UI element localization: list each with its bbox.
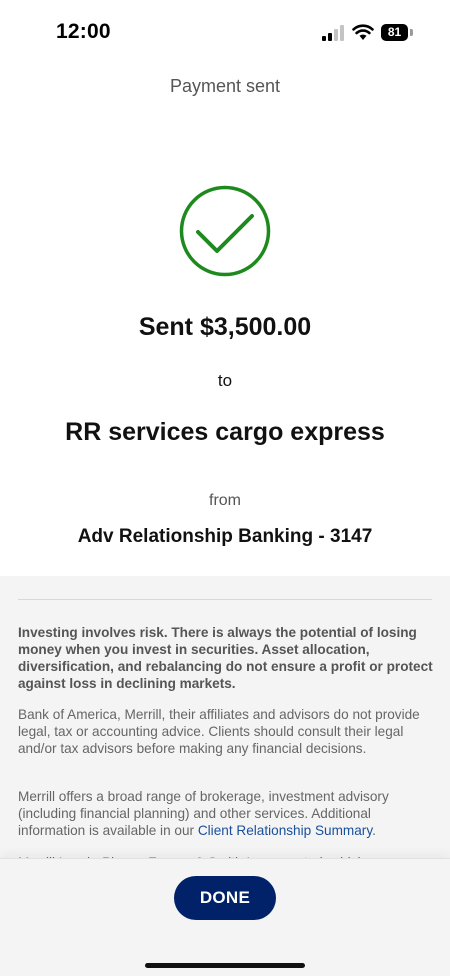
source-account: Adv Relationship Banking - 3147 [77,526,373,547]
services-disclosure [18,788,434,839]
recipient-name: RR services cargo express [65,418,385,446]
cellular-signal-icon [322,25,346,41]
status-bar [0,0,450,66]
checkmark-circle-icon [179,185,271,277]
risk-disclosure: Investing involves risk. There is always the potential of losing money when you invest in securities. Asset allocation, diversification, and rebalancing do not ensure a profit or protect against loss in declining markets. [18,625,433,691]
divider [18,599,432,600]
battery-level: 81 [381,24,408,41]
battery-indicator [381,24,413,42]
home-indicator[interactable] [145,963,305,968]
sent-amount: Sent $3,500.00 [138,313,312,341]
wifi-icon [352,23,374,41]
services-disclosure-end: . [372,823,376,838]
from-label: from [209,492,241,509]
page-title: Payment sent [169,76,281,96]
client-relationship-summary-link[interactable]: Client Relationship Summary [197,823,373,838]
done-button[interactable]: DONE [174,876,276,920]
advice-disclosure: Bank of America, Merrill, their affiliates and advisors do not provide legal, tax or accounting advice. Clients should consult their legal and/or tax advisors before making any financial decisions. [18,707,420,756]
bottom-action-bar [0,858,450,976]
to-label: to [217,371,233,390]
battery-cap [410,29,413,36]
status-time: 12:00 [56,20,111,43]
services-disclosure-text: Merrill offers a broad range of brokerage, investment advisory (including financial planning) and other services. Additional information is available in our [18,789,389,838]
